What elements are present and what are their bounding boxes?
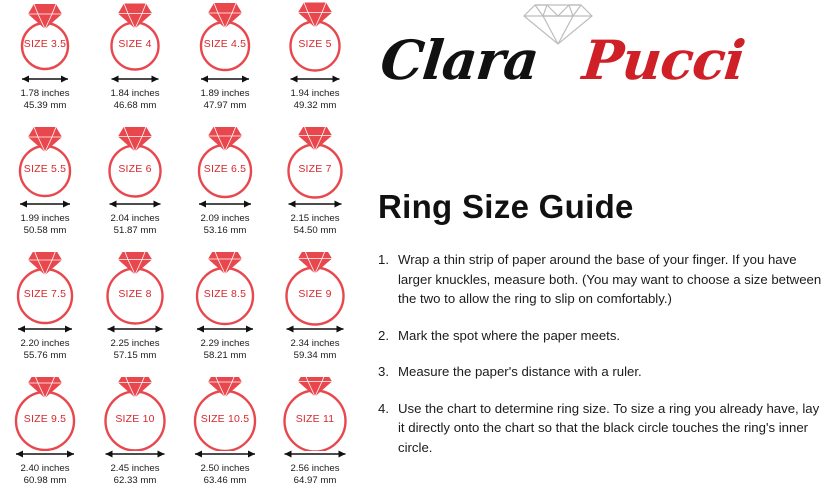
ring-mm: 62.33 mm xyxy=(113,474,157,486)
ring-size-cell[interactable] xyxy=(90,375,180,500)
diameter-arrow-icon xyxy=(278,322,352,334)
guide-panel xyxy=(370,0,839,501)
step-text: Use the chart to determine ring size. To size a ring you already have, lay it directly onto the chart so that the black circle touches the ring's inner circle. xyxy=(398,400,820,455)
step-number: 2. xyxy=(378,327,389,343)
diameter-arrow-icon xyxy=(8,322,82,334)
ring-size-label: SIZE 6 xyxy=(118,163,152,175)
ring-size-label: SIZE 7 xyxy=(298,163,332,175)
step-number: 4. xyxy=(378,400,389,416)
instruction-step xyxy=(378,362,823,382)
ring-size-label: SIZE 8.5 xyxy=(203,288,247,300)
ring-measurement xyxy=(0,338,90,361)
instruction-step xyxy=(378,399,823,458)
diameter-arrow-icon xyxy=(188,197,262,209)
ring-size-cell[interactable] xyxy=(180,0,270,125)
ring-inches: 2.56 inches xyxy=(290,463,340,474)
ring-size-cell[interactable] xyxy=(270,125,360,250)
ring-mm: 59.34 mm xyxy=(293,349,337,361)
ring-size-label: SIZE 3.5 xyxy=(23,38,67,50)
instruction-step xyxy=(378,250,823,309)
ring-size-cell[interactable] xyxy=(270,375,360,500)
ring-measurement xyxy=(270,463,360,486)
ring-measurement xyxy=(180,338,270,361)
ring-size-label: SIZE 9.5 xyxy=(23,413,67,425)
ring-measurement xyxy=(270,88,360,111)
ring-mm: 50.58 mm xyxy=(23,224,67,236)
ring-inches: 2.40 inches xyxy=(20,463,70,474)
ring-size-label: SIZE 4 xyxy=(118,38,152,50)
ring-mm: 53.16 mm xyxy=(203,224,247,236)
ring-measurement xyxy=(90,463,180,486)
diameter-arrow-icon xyxy=(8,197,82,209)
ring-size-cell[interactable] xyxy=(0,125,90,250)
ring-inches: 1.99 inches xyxy=(20,213,70,224)
ring-size-label: SIZE 11 xyxy=(295,413,335,425)
ring-size-label: SIZE 5 xyxy=(298,38,332,50)
ring-inches: 1.78 inches xyxy=(20,88,70,99)
diameter-arrow-icon xyxy=(188,322,262,334)
diameter-arrow-icon xyxy=(98,197,172,209)
step-number: 1. xyxy=(378,252,389,267)
diameter-arrow-icon xyxy=(188,447,262,459)
diameter-arrow-icon xyxy=(278,72,352,84)
chart-row xyxy=(0,375,362,500)
ring-inches: 2.25 inches xyxy=(110,338,160,349)
ring-size-chart xyxy=(0,0,362,501)
ring-measurement xyxy=(270,213,360,236)
ring-mm: 58.21 mm xyxy=(203,349,247,361)
diameter-arrow-icon xyxy=(8,447,82,459)
step-text: Wrap a thin strip of paper around the base of your finger. If you have larger knuckles, measure both. (You may want to choose a size between the two to allow the ring to slip on comfortably.) xyxy=(398,252,822,306)
ring-inches: 2.50 inches xyxy=(200,463,250,474)
ring-size-label: SIZE 8 xyxy=(118,288,152,300)
ring-mm: 57.15 mm xyxy=(113,349,157,361)
ring-inches: 2.45 inches xyxy=(110,463,160,474)
ring-size-cell[interactable] xyxy=(0,250,90,375)
ring-measurement xyxy=(0,88,90,111)
chart-row xyxy=(0,125,362,250)
instruction-step xyxy=(378,326,823,346)
brand-logo xyxy=(378,0,778,100)
ring-mm: 55.76 mm xyxy=(23,349,67,361)
diameter-arrow-icon xyxy=(278,447,352,459)
ring-inches: 2.04 inches xyxy=(110,213,160,224)
chart-row xyxy=(0,0,362,125)
ring-size-cell[interactable] xyxy=(270,250,360,375)
ring-measurement xyxy=(90,338,180,361)
step-text: Mark the spot where the paper meets. xyxy=(398,327,621,343)
ring-size-label: SIZE 10 xyxy=(115,413,155,425)
ring-size-label: SIZE 6.5 xyxy=(203,163,247,175)
ring-mm: 46.68 mm xyxy=(113,99,157,111)
ring-size-cell[interactable] xyxy=(180,125,270,250)
ring-size-cell[interactable] xyxy=(90,125,180,250)
diameter-arrow-icon xyxy=(98,447,172,459)
diameter-arrow-icon xyxy=(98,322,172,334)
ring-mm: 47.97 mm xyxy=(203,99,247,111)
ring-mm: 60.98 mm xyxy=(23,474,67,486)
ring-inches: 2.20 inches xyxy=(20,338,70,349)
ring-mm: 45.39 mm xyxy=(23,99,67,111)
ring-measurement xyxy=(180,463,270,486)
ring-inches: 1.84 inches xyxy=(110,88,160,99)
page-title: Ring Size Guide xyxy=(378,188,634,225)
ring-size-label: SIZE 9 xyxy=(298,288,332,300)
ring-inches: 2.09 inches xyxy=(200,213,250,224)
brand-first-word: Clara xyxy=(377,28,542,92)
ring-inches: 1.94 inches xyxy=(290,88,340,99)
ring-size-cell[interactable] xyxy=(270,0,360,125)
step-text: Measure the paper's distance with a ruler. xyxy=(398,364,642,379)
ring-mm: 49.32 mm xyxy=(293,99,337,111)
ring-inches: 2.29 inches xyxy=(200,338,250,349)
ring-size-cell[interactable] xyxy=(90,0,180,125)
ring-measurement xyxy=(180,213,270,236)
ring-size-cell[interactable] xyxy=(0,0,90,125)
chart-row xyxy=(0,250,362,375)
ring-inches: 2.34 inches xyxy=(290,338,340,349)
ring-size-cell[interactable] xyxy=(90,250,180,375)
step-number: 3. xyxy=(378,364,389,379)
instruction-list xyxy=(378,250,823,474)
diameter-arrow-icon xyxy=(188,72,262,84)
ring-size-cell[interactable] xyxy=(180,250,270,375)
diameter-arrow-icon xyxy=(98,72,172,84)
diameter-arrow-icon xyxy=(8,72,82,84)
ring-size-label: SIZE 7.5 xyxy=(23,288,67,300)
ring-measurement xyxy=(0,213,90,236)
ring-size-cell[interactable] xyxy=(0,375,90,500)
ring-inches: 1.89 inches xyxy=(200,88,250,99)
ring-measurement xyxy=(90,213,180,236)
ring-size-label: SIZE 4.5 xyxy=(203,38,247,50)
ring-size-label: SIZE 10.5 xyxy=(200,413,250,425)
ring-mm: 54.50 mm xyxy=(293,224,337,236)
ring-measurement xyxy=(0,463,90,486)
ring-size-cell[interactable] xyxy=(180,375,270,500)
brand-second-word: Pucci xyxy=(579,28,748,92)
diameter-arrow-icon xyxy=(278,197,352,209)
ring-measurement xyxy=(180,88,270,111)
ring-measurement xyxy=(270,338,360,361)
ring-mm: 51.87 mm xyxy=(113,224,157,236)
ring-mm: 64.97 mm xyxy=(293,474,337,486)
ring-inches: 2.15 inches xyxy=(290,213,340,224)
ring-measurement xyxy=(90,88,180,111)
ring-mm: 63.46 mm xyxy=(203,474,247,486)
ring-size-label: SIZE 5.5 xyxy=(23,163,67,175)
